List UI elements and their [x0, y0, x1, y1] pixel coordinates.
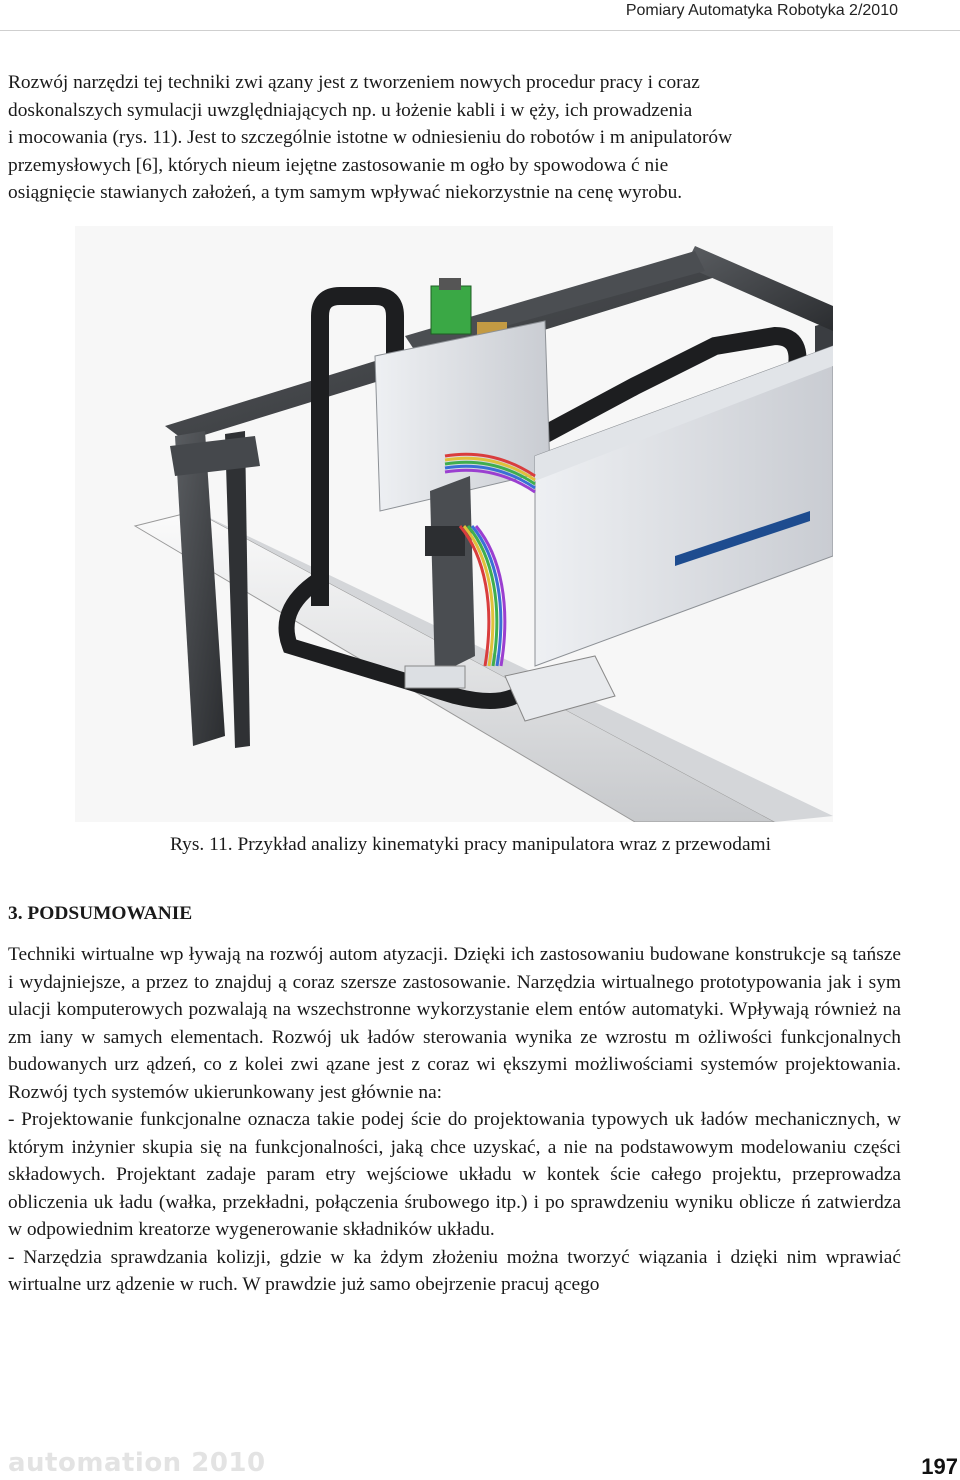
- intro-line: przemysłowych [6], których nieum iejętne zastosowanie m ogło by spowodowa ć nie: [8, 154, 669, 176]
- intro-paragraph: [8, 69, 901, 207]
- page-number: 197: [921, 1454, 958, 1479]
- summary-paragraph: Techniki wirtualne wp ływają na rozwój autom atyzacji. Dzięki ich zastosowaniu budowane konstrukcje są tańsze i wydajniejsze, a przez to znajduj ą coraz szersze zastosowanie. Narzędzia wirtualnego prototypowania jak i sym ulacji komputerowych pozwalają na wszechstronne wykorzystanie elem entów automatyki. Wpływają również na zm iany w samych elementach. Rozwój uk ładów sterowania wynika ze wzrostu m ożliwości funkcjonalnych budowanych urz ądzeń, co z kolei zwi ązane jest z coraz wi ększymi możliwościami systemów projektowania. Rozwój tych systemów ukierunkowany jest głównie na:: [8, 944, 901, 1103]
- manipulator-render-figure: [75, 226, 833, 822]
- intro-line: Rozwój narzędzi tej techniki zwi ązany jest z tworzeniem nowych procedur pracy i coraz: [8, 72, 700, 93]
- intro-line: osiągnięcie stawianych założeń, a tym samym wpływać niekorzystnie na cenę wyrobu.: [8, 182, 683, 203]
- footer-watermark: automation 2010: [8, 1448, 266, 1478]
- manipulator-render-illustration: [75, 226, 833, 822]
- figure-caption: Rys. 11. Przykład analizy kinematyki pracy manipulatora wraz z przewodami: [170, 834, 772, 855]
- bullet-functional-design: - Projektowanie funkcjonalne oznacza takie podej ście do projektowania typowych uk ładów mechanicznych, w którym inżynier skupia się na funkcjonalności, jaką chce uzyskać, a nie na podstawowym modelowaniu części składowych. Projektant zadaje param etry wejściowe układu w kontek ście całego projektu, przeprowadza obliczenia uk ładu (wałka, przekładni, połączenia śrubowego itp.) i po sprawdzeniu wyniku oblicze ń zatwierdza w odpowiednim kreatorze wygenerowanie składników układu.: [8, 1109, 901, 1240]
- body-text: [8, 941, 901, 1299]
- journal-header: Pomiary Automatyka Robotyka 2/2010: [625, 2, 898, 19]
- intro-line: i mocowania (rys. 11). Jest to szczególnie istotne w odniesieniu do robotów i m anipulatorów: [8, 127, 733, 148]
- header-rule: [0, 30, 960, 31]
- intro-line: doskonalszych symulacji uwzględniających np. u łożenie kabli i w ęży, ich prowadzenia: [8, 99, 693, 121]
- section-heading: 3. PODSUMOWANIE: [8, 903, 193, 924]
- bullet-collision-tools: - Narzędzia sprawdzania kolizji, gdzie w ka żdym złożeniu można tworzyć wiązania i dzięki nim wprawiać wirtualne urz ądzenie w ruch. W prawdzie już samo obejrzenie pracuj ącego: [8, 1246, 901, 1295]
